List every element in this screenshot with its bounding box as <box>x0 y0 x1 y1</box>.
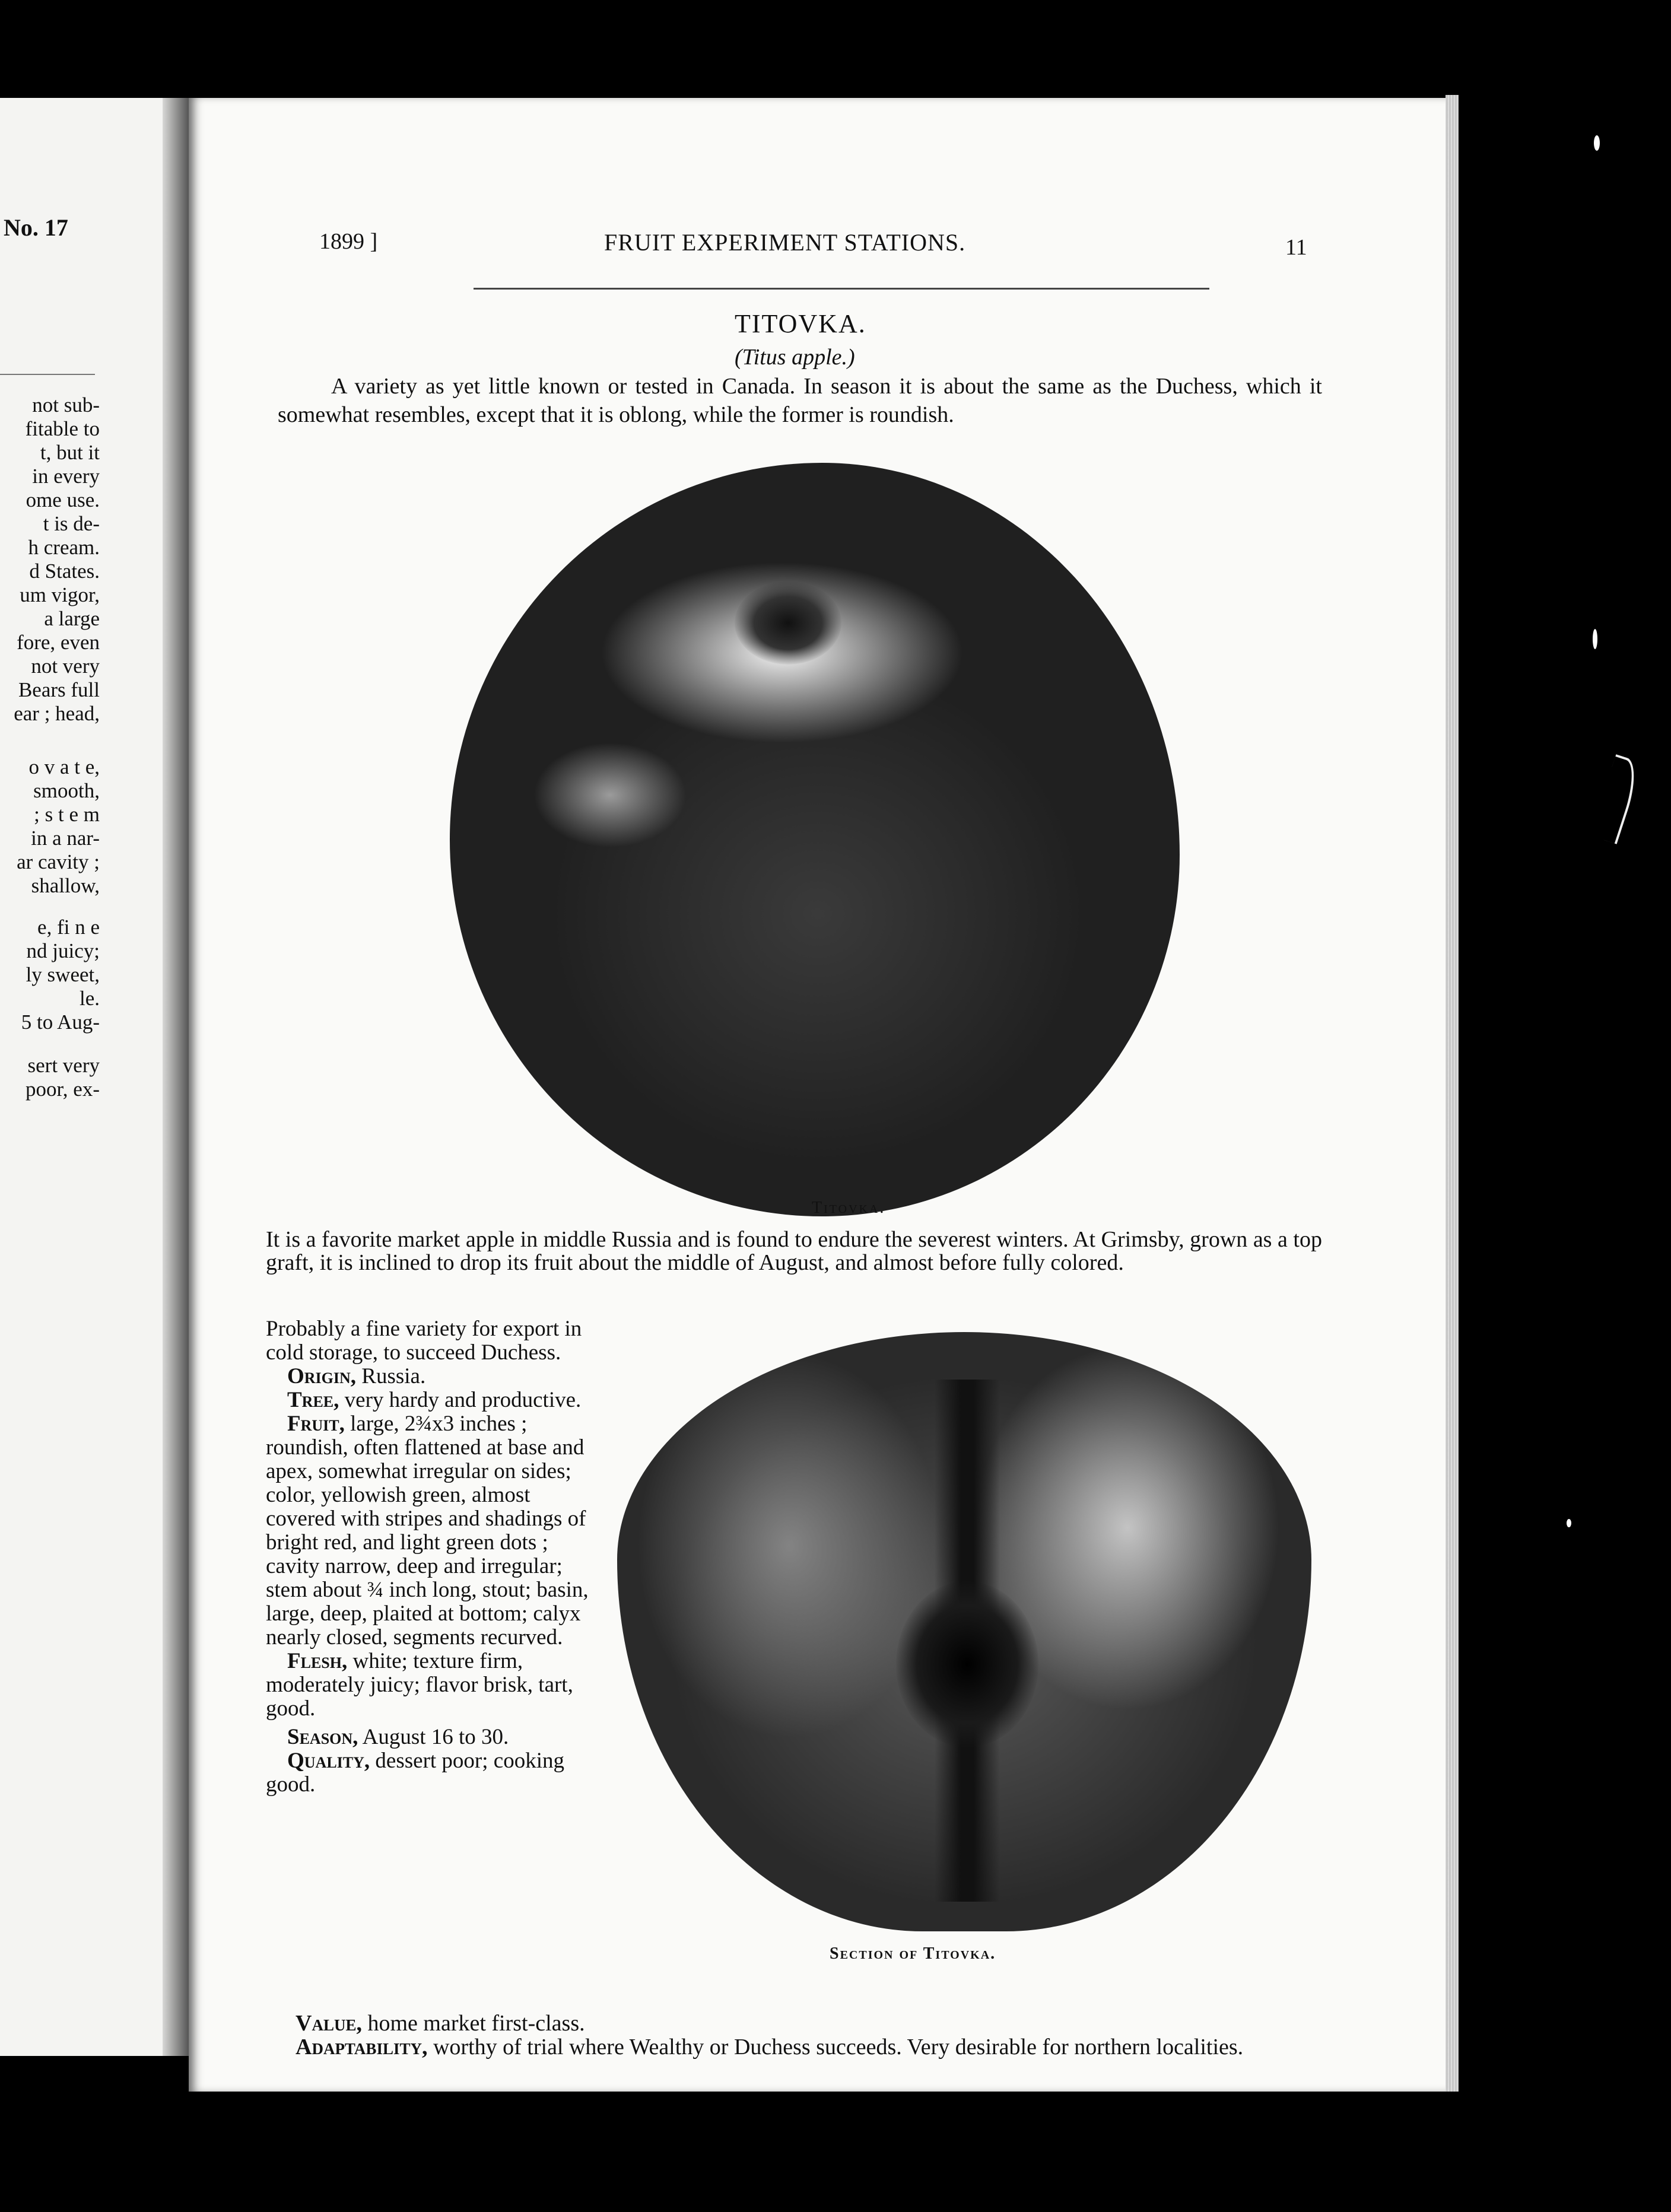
tree-label: Tree, <box>287 1388 339 1412</box>
fruit-entry <box>266 1412 598 1650</box>
left-page-fragment: fore, even <box>17 631 100 654</box>
left-page-fragment: shallow, <box>31 874 100 897</box>
adaptability-text: worthy of trial where Wealthy or Duchess succeeds. Very desirable for northern localities. <box>433 2035 1244 2060</box>
left-page-fragment: ; s t e m <box>34 803 100 826</box>
whole-apple-photo <box>450 463 1186 1234</box>
quality-entry <box>266 1749 598 1797</box>
season-label: Season, <box>287 1725 358 1749</box>
origin-entry <box>266 1365 598 1388</box>
header-page-number: 11 <box>1285 235 1307 260</box>
header-year: 1899 ] <box>319 229 378 254</box>
value-label: Value, <box>296 2011 362 2036</box>
left-page-fragment: in a nar- <box>31 827 100 850</box>
left-page-fragment: um vigor, <box>20 583 100 606</box>
left-page-fragment: e, fi n e <box>37 916 100 939</box>
left-page-fragment: not sub- <box>32 393 100 417</box>
apple-section-photo <box>617 1332 1317 1949</box>
market-paragraph: It is a favorite market apple in middle Russia and is found to endure the severest winters. At Grimsby, grown as a top graft, it is inclined to drop its fruit about the middle of August, and almost before fully colored. <box>266 1227 1322 1275</box>
left-facing-page <box>0 98 189 2056</box>
origin-text: Russia. <box>361 1364 426 1388</box>
flesh-entry <box>266 1650 598 1721</box>
intro-paragraph: A variety as yet little known or tested in Canada. In season it is about the same as the Duchess, which it somewhat resembles, except that it is oblong, while the former is roundish. <box>278 374 1322 427</box>
left-page-fragment: h cream. <box>28 536 100 559</box>
gutter-shadow <box>163 98 189 2056</box>
running-head <box>189 228 1447 264</box>
left-page-fragment: ar cavity ; <box>17 850 100 873</box>
left-page-fragment: ome use. <box>26 488 100 511</box>
season-text: August 16 to 30. <box>362 1725 509 1749</box>
origin-label: Origin, <box>287 1364 357 1388</box>
description-column <box>266 1317 598 1797</box>
quality-label: Quality, <box>287 1749 370 1773</box>
left-page-fragment: poor, ex- <box>26 1078 100 1101</box>
left-page-fragment: in every <box>32 465 100 488</box>
left-page-fragment: t is de- <box>43 512 100 535</box>
header-rule <box>474 288 1209 290</box>
left-page-fragment: Bears full <box>18 678 100 701</box>
value-entry <box>260 2011 1328 2035</box>
left-page-fragment: o v a t e, <box>28 755 100 778</box>
variety-latin-name: (Titus apple.) <box>735 345 855 370</box>
stacked-page-edges <box>1446 95 1459 2092</box>
fruit-text: large, 2¾x3 inches ; roundish, often flattened at base and apex, somewhat irregular on sides; color, yellowish green, almost covered with stripes and shadings of bright red, and light green dots ; cavity narrow, deep and irregular; stem about ¾ inch long, stout; basin, large, deep, plaited at bottom; calyx nearly closed, segments recurved. <box>266 1412 589 1650</box>
dust-mark <box>1594 135 1600 151</box>
closing-entries <box>260 2011 1328 2059</box>
left-page-fragment: sert very <box>27 1054 100 1077</box>
section-caption: Section of Titovka. <box>830 1944 996 1963</box>
left-page-fragment: a large <box>44 607 100 630</box>
header-title: FRUIT EXPERIMENT STATIONS. <box>604 229 966 256</box>
left-page-rule <box>0 374 95 375</box>
left-page-fragment: smooth, <box>33 779 100 802</box>
left-page-fragment: 5 to Aug- <box>21 1010 100 1034</box>
apple-body <box>450 463 1180 1216</box>
left-page-fragment: ear ; head, <box>14 702 100 725</box>
tree-text: very hardy and productive. <box>344 1388 582 1412</box>
scratch-mark <box>1590 754 1643 844</box>
tree-entry <box>266 1388 598 1412</box>
adaptability-label: Adaptability, <box>296 2035 428 2060</box>
right-page <box>189 98 1447 2092</box>
left-page-fragment: not very <box>31 654 100 678</box>
left-page-fragment: fitable to <box>25 417 100 440</box>
whole-apple-caption: Titovka. <box>812 1199 886 1217</box>
left-page-fragment: le. <box>79 987 100 1010</box>
dust-mark <box>1567 1519 1571 1527</box>
flesh-label: Flesh, <box>287 1649 348 1673</box>
fruit-label: Fruit, <box>287 1412 345 1436</box>
season-entry <box>266 1725 598 1749</box>
left-page-fragment: ly sweet, <box>26 963 100 986</box>
adaptability-entry <box>260 2035 1328 2059</box>
value-text: home market first-class. <box>367 2011 585 2036</box>
left-page-fragment: nd juicy; <box>26 939 100 962</box>
storage-paragraph: Probably a fine variety for export in cold storage, to succeed Duchess. <box>266 1317 582 1365</box>
variety-title: TITOVKA. <box>735 309 866 338</box>
left-page-number: No. 17 <box>4 214 68 241</box>
quality-text: dessert poor; cooking good. <box>266 1749 564 1797</box>
apple-stem-cavity <box>735 581 841 665</box>
dust-mark <box>1593 629 1597 649</box>
apple-seed-cavity <box>896 1581 1038 1747</box>
left-page-fragment: t, but it <box>40 441 100 464</box>
left-page-fragment: d States. <box>29 560 100 583</box>
flesh-text: white; texture firm, moderately juicy; flavor brisk, tart, good. <box>266 1649 573 1721</box>
